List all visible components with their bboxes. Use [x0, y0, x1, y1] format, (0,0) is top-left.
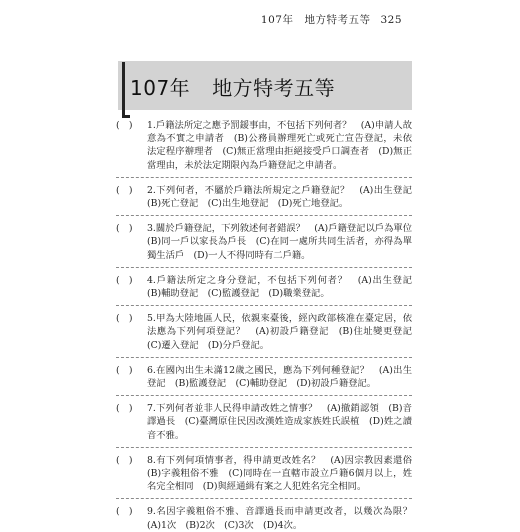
question-item: [116, 364, 412, 390]
question-text: [147, 222, 422, 262]
answer-blank: ( ): [116, 120, 133, 131]
question-number: 5.: [147, 313, 156, 325]
question-number: 4.: [147, 274, 156, 286]
question-text: [147, 505, 422, 531]
question-divider: [116, 395, 412, 396]
question-text: [147, 184, 422, 210]
answer-blank: ( ): [116, 506, 133, 518]
question-divider: [116, 267, 412, 268]
question-divider: [116, 177, 412, 178]
question-body: 戶籍法所定之身分登記，不包括下列何者？ (A)出生登記 (B)輔助登記 (C)監護登記 (D)職業登記。: [147, 274, 422, 300]
answer-blank: ( ): [116, 313, 133, 325]
question-body: 有下列何項情事者，得申請更改姓名？ (A)因宗教因素還俗 (B)字義粗俗不雅 (C)同時在一直轄市設立戶籍6個月以上，姓名完全相同 (D)與經通緝有案之人犯姓名完全相同。: [147, 454, 422, 493]
page-number: 325: [380, 14, 402, 26]
running-header: [261, 12, 402, 27]
question-body: 在國內出生未滿12歲之國民，應為下列何種登記？ (A)出生登記 (B)監護登記 (C)輔助登記 (D)初設戶籍登記。: [147, 364, 412, 390]
question-body: 名因字義粗俗不雅、音譯過長而申請更改者，以幾次為限？ (A)1次 (B)2次 (C)3次 (D)4次。: [147, 506, 422, 531]
question-text: [147, 312, 422, 352]
question-number: 1.: [147, 120, 156, 131]
question-item: [116, 402, 412, 442]
answer-blank: ( ): [116, 223, 133, 235]
question-text: [147, 454, 422, 494]
chapter-year: 107年: [130, 76, 191, 100]
question-text: [147, 402, 412, 442]
question-body: 下列何者，不屬於戶籍法所規定之戶籍登記？ (A)出生登記 (B)死亡登記 (C)出生地登記 (D)死亡地登記。: [147, 184, 422, 210]
question-list: [116, 119, 422, 532]
question-divider: [116, 447, 412, 448]
question-body: 甲為大陸地區人民，依親來臺後，經內政部核准在臺定居，依法應為下列何項登記？ (A)初設戶籍登記 (B)住址變更登記 (C)遷入登記 (D)分戶登記。: [147, 313, 422, 351]
question-item: [116, 274, 422, 300]
title-bracket-decoration: [122, 62, 130, 118]
question-body: 下列何者並非人民得申請改姓之情事？ (A)撤銷認領 (B)音譯過長 (C)臺灣原住民因改漢姓造成家族姓氏誤植 (D)姓之讀音不雅。: [147, 403, 412, 441]
chapter-exam-name: 地方特考五等: [212, 76, 336, 100]
question-number: 9.: [147, 506, 156, 518]
question-item: [116, 184, 422, 210]
question-divider: [116, 357, 412, 358]
question-item: [116, 454, 422, 494]
question-item: [116, 119, 412, 172]
question-number: 3.: [147, 223, 156, 235]
question-body: 戶籍法所定之應予罰鍰事由，不包括下列何者？ (A)申請人故意為不實之申請者 (B)公務員辦理死亡或死亡宣告登記，未依法定程序辦理者 (C)無正當理由拒絕接受戶口調查者 (D)無正當理由，未於法定期限內為戶籍登記之申請者。: [147, 120, 412, 171]
question-text: [147, 364, 412, 390]
question-number: 6.: [147, 364, 156, 376]
answer-blank: ( ): [116, 454, 133, 466]
question-text: [147, 119, 412, 172]
question-number: 7.: [147, 403, 156, 415]
question-number: 2.: [147, 184, 156, 196]
question-divider: [116, 305, 412, 306]
question-body: 關於戶籍登記，下列敘述何者錯誤？ (A)戶籍登記以戶為單位 (B)同一戶以家長為戶長 (C)在同一處所共同生活者，亦得為單獨生活戶 (D)一人不得同時有二戶籍。: [147, 223, 422, 261]
question-item: [116, 505, 422, 531]
answer-blank: ( ): [116, 364, 133, 376]
question-number: 8.: [147, 454, 156, 466]
answer-blank: ( ): [116, 403, 133, 415]
running-title: 107年 地方特考五等: [260, 14, 371, 26]
answer-blank: ( ): [116, 184, 133, 196]
answer-blank: ( ): [116, 274, 133, 286]
question-divider: [116, 215, 412, 216]
question-divider: [116, 498, 412, 499]
question-text: [147, 274, 422, 300]
chapter-title: [130, 72, 335, 101]
question-item: [116, 222, 422, 262]
question-item: [116, 312, 422, 352]
